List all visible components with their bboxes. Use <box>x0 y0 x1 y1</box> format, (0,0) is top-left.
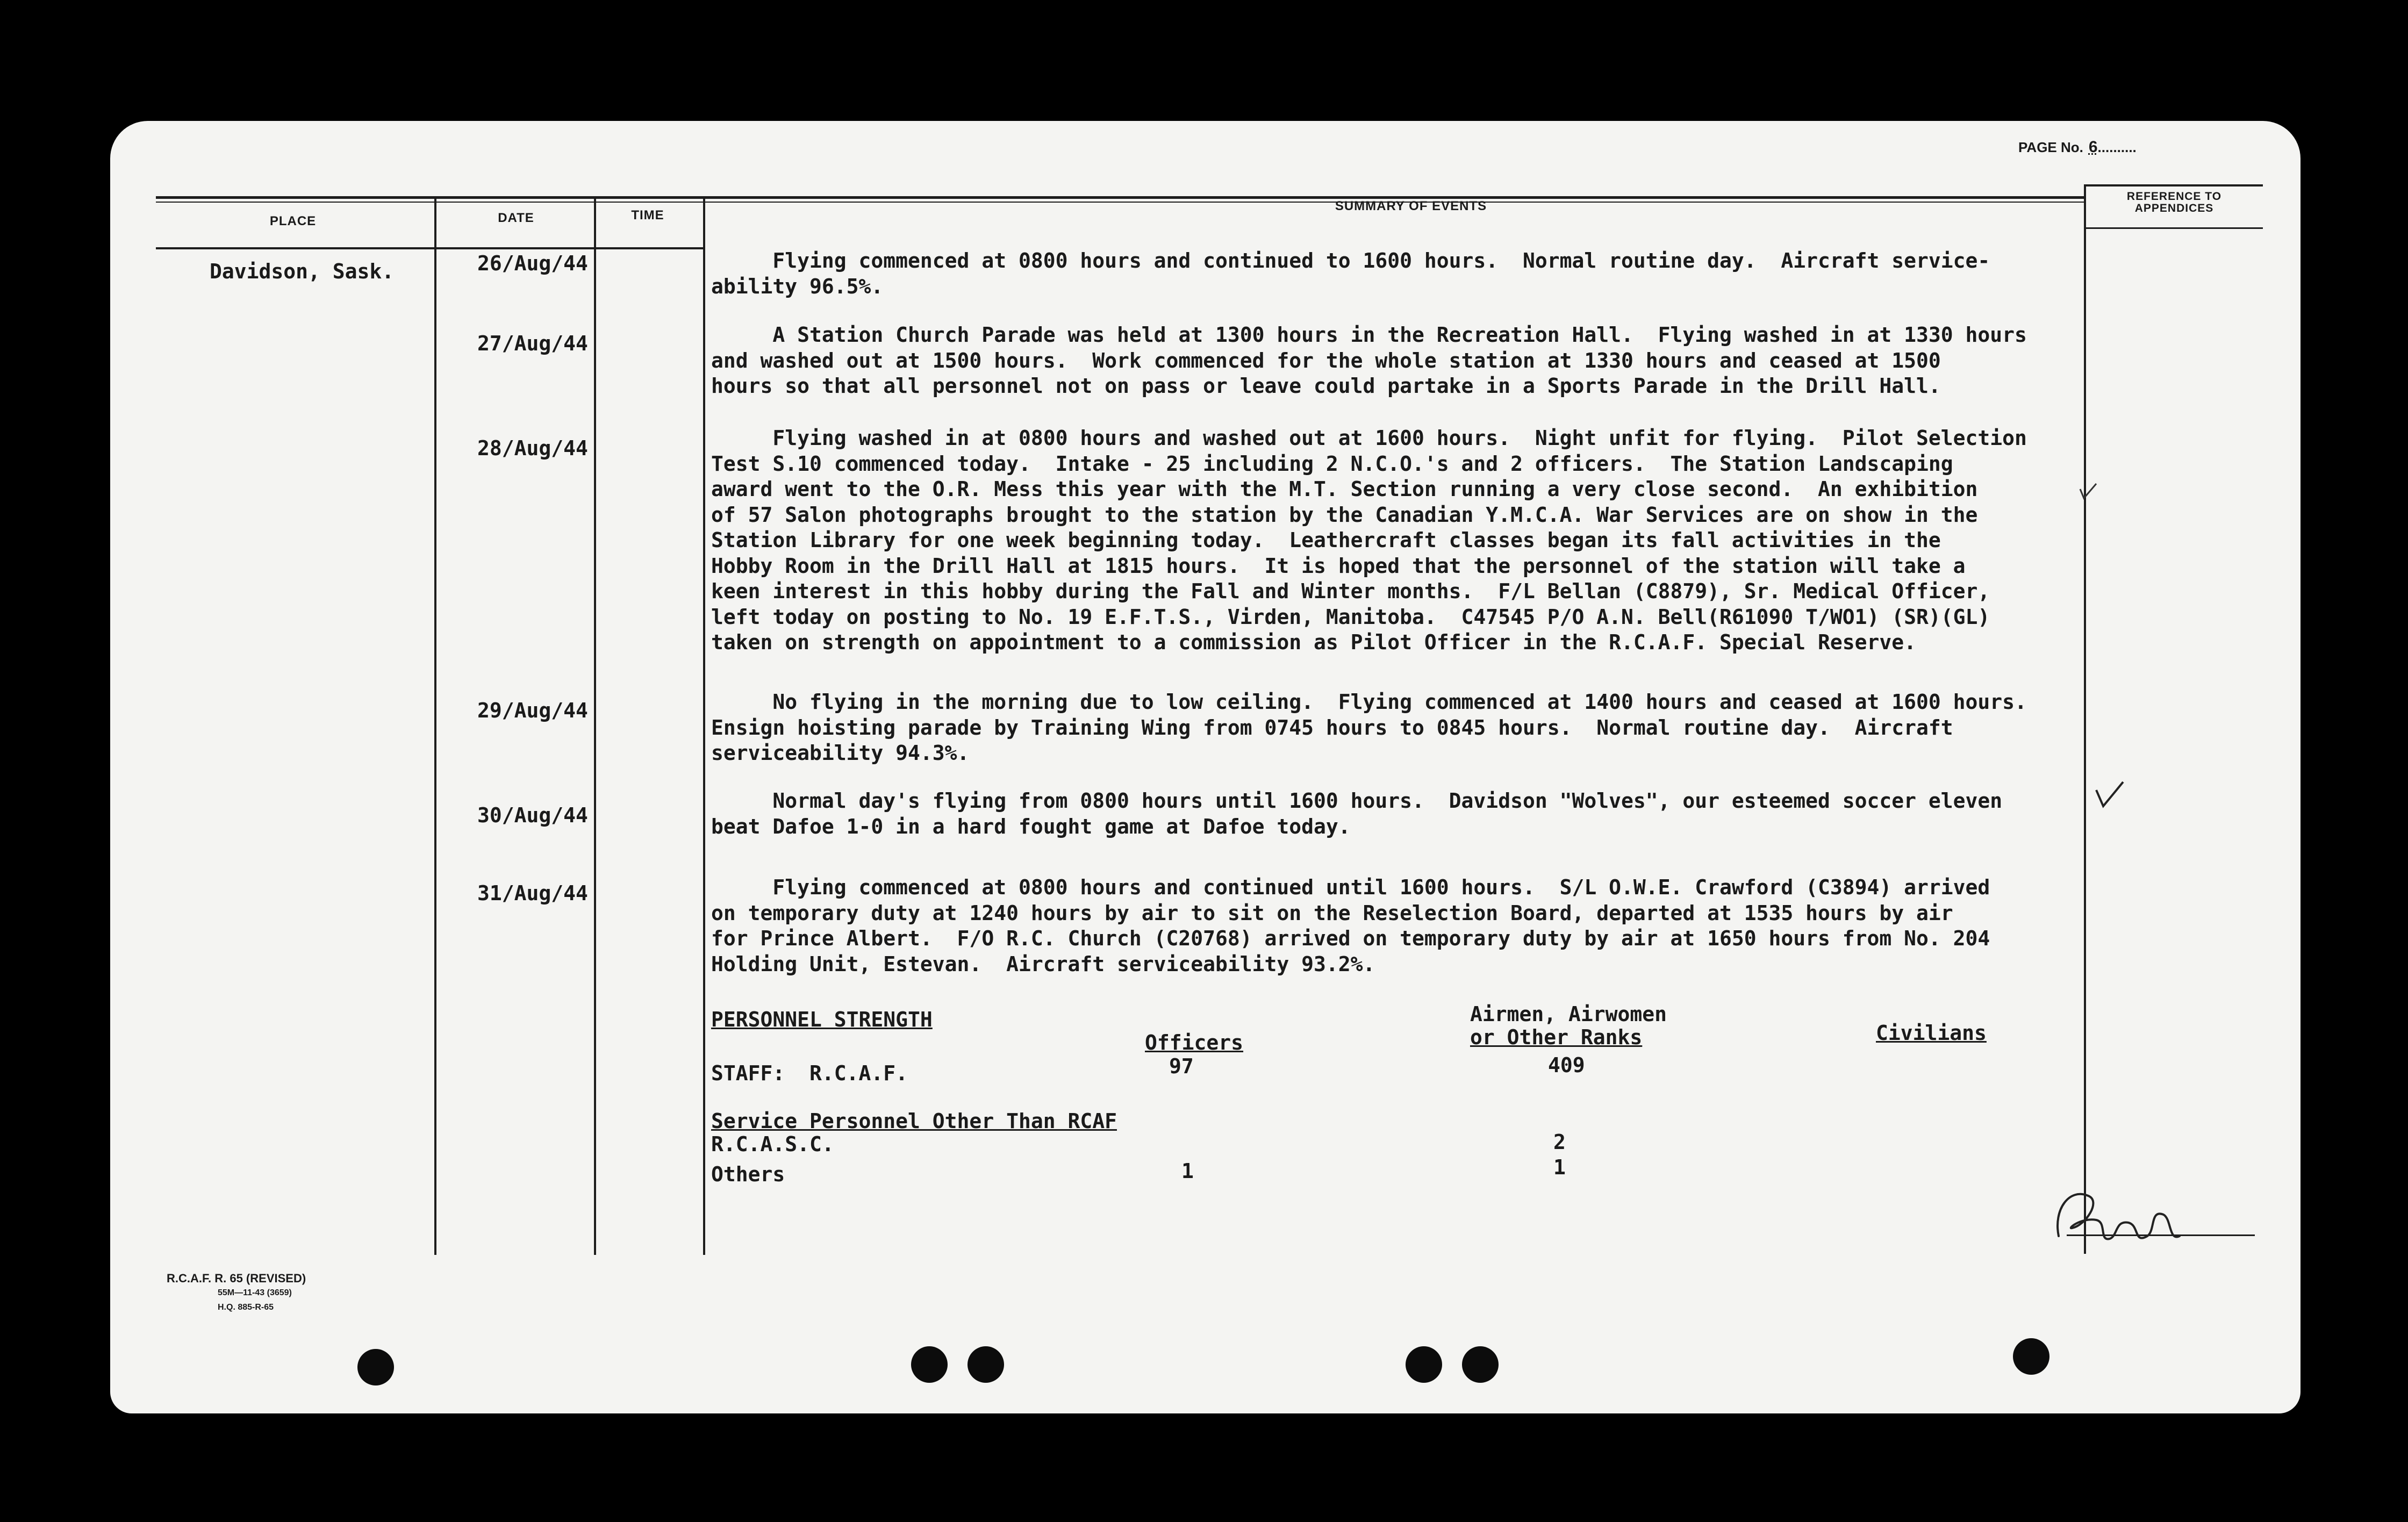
place-value: Davidson, Sask. <box>210 260 395 283</box>
header-reference <box>2091 191 2258 214</box>
staff-airmen-value: 409 <box>1548 1053 1585 1077</box>
row-label: R.C.A.S.C. <box>711 1132 834 1156</box>
punch-hole <box>1462 1346 1499 1383</box>
punch-hole <box>968 1346 1004 1383</box>
airmen-header-line1: Airmen, Airwomen <box>1470 1002 1667 1026</box>
entry-date: 27/Aug/44 <box>477 332 588 355</box>
entry-text: Flying commenced at 0800 hours and continued until 1600 hours. S/L O.W.E. Crawford (C3894) arrived on temporary duty at 1240 hours by air to sit on the Reselection Board, departed at 1535 hours by air for Prince Albert. F/O R.C. Church (C20768) arrived on temporary duty by air at 1650 hours from No. 204 Holding Unit, Estevan. Aircraft serviceability 93.2%. <box>711 875 1990 976</box>
form-hq-code: H.Q. 885-R-65 <box>218 1303 274 1312</box>
check-mark <box>2094 779 2126 812</box>
service-personnel-heading: Service Personnel Other Than RCAF <box>711 1109 1117 1133</box>
page-number <box>2018 138 2137 156</box>
row-airmen-value: 2 <box>1553 1130 1566 1154</box>
page-number-value: 6 <box>2088 138 2098 156</box>
header-bottom-rule <box>156 247 705 249</box>
staff-officers-value: 97 <box>1169 1054 1194 1078</box>
entry-text: Flying commenced at 0800 hours and continued to 1600 hours. Normal routine day. Aircraft service- ability 96.5%. <box>711 249 1990 298</box>
header-summary: SUMMARY OF EVENTS <box>1335 199 1487 213</box>
col-divider-place <box>434 199 436 1255</box>
row-officers-value: 1 <box>1181 1159 1194 1183</box>
header-time: TIME <box>631 208 664 222</box>
entry-date: 26/Aug/44 <box>477 252 588 275</box>
col-divider-time <box>703 199 705 1255</box>
header-place: PLACE <box>269 214 317 228</box>
officers-header: Officers <box>1145 1031 1244 1054</box>
handwritten-signature <box>2048 1177 2209 1258</box>
staff-label: STAFF: R.C.A.F. <box>711 1061 908 1085</box>
header-date: DATE <box>498 211 534 225</box>
punch-hole <box>1406 1346 1442 1383</box>
personnel-strength-heading: PERSONNEL STRENGTH <box>711 1008 933 1031</box>
form-print-code: 55M—11-43 (3659) <box>218 1288 292 1297</box>
diary-form-card <box>110 121 2300 1413</box>
entry-date: 29/Aug/44 <box>477 699 588 722</box>
header-top-rule-2 <box>156 202 2086 203</box>
entry-date: 31/Aug/44 <box>477 881 588 905</box>
header-reference-line2: APPENDICES <box>2134 202 2214 214</box>
punch-hole <box>357 1349 394 1385</box>
ref-top-rule <box>2086 184 2263 186</box>
entry-text: Normal day's flying from 0800 hours until 1600 hours. Davidson "Wolves", our esteemed soccer eleven beat Dafoe 1-0 in a hard fought game at Dafoe today. <box>711 789 2003 838</box>
punch-hole <box>911 1346 948 1383</box>
entry-text: A Station Church Parade was held at 1300 hours in the Recreation Hall. Flying washed in at 1330 hours and washed out at 1500 hours. Work commenced for the whole station at 1330 hours and ceased at 1500 hours so that all personnel not on pass or leave could partake in a Sports Parade in the Drill Hall. <box>711 323 2027 398</box>
form-number-footer <box>167 1271 306 1315</box>
row-airmen-value: 1 <box>1553 1155 1566 1179</box>
airmen-header-line2: or Other Ranks <box>1470 1025 1643 1049</box>
header-top-rule <box>156 196 2086 199</box>
punch-hole <box>2013 1338 2049 1375</box>
ref-header-bottom-rule <box>2086 227 2263 229</box>
col-divider-date <box>594 199 596 1255</box>
civilians-header: Civilians <box>1876 1021 1987 1045</box>
page-number-dots: .......... <box>2097 139 2137 155</box>
header-reference-line1: REFERENCE TO <box>2126 190 2222 203</box>
row-label: Others <box>711 1162 785 1186</box>
entry-text: No flying in the morning due to low ceiling. Flying commenced at 1400 hours and ceased at 1600 hours. Ensign hoisting parade by Training Wing from 0745 hours to 0845 hours. Normal routine day. Aircraft serviceability 94.3%. <box>711 690 2027 765</box>
page-number-label: PAGE No. <box>2018 139 2083 155</box>
form-number: R.C.A.F. R. 65 (REVISED) <box>167 1272 306 1285</box>
entry-date: 28/Aug/44 <box>477 436 588 460</box>
entry-text: Flying washed in at 0800 hours and washed out at 1600 hours. Night unfit for flying. Pilot Selection Test S.10 commenced today. Intake - 25 including 2 N.C.O.'s and 2 officers. The Station Landscaping award went to the O.R. Mess this year with the M.T. Section running a very close second. An exhibition of 57 Salon photographs brought to the station by the Canadian Y.M.C.A. War Services are on show in the Station Library for one week beginning today. Leathercraft classes began its fall activities in the Hobby Room in the Drill Hall at 1815 hours. It is hoped that the personnel of the station will take a keen interest in this hobby during the Fall and Winter months. F/L Bellan (C8879), Sr. Medical Officer, left today on posting to No. 19 E.F.T.S., Virden, Manitoba. C47545 P/O A.N. Bell(R61090 T/WO1) (SR)(GL) taken on strength on appointment to a commission as Pilot Officer in the R.C.A.F. Special Reserve. <box>711 426 2027 654</box>
entry-date: 30/Aug/44 <box>477 803 588 827</box>
check-mark <box>2077 481 2099 502</box>
